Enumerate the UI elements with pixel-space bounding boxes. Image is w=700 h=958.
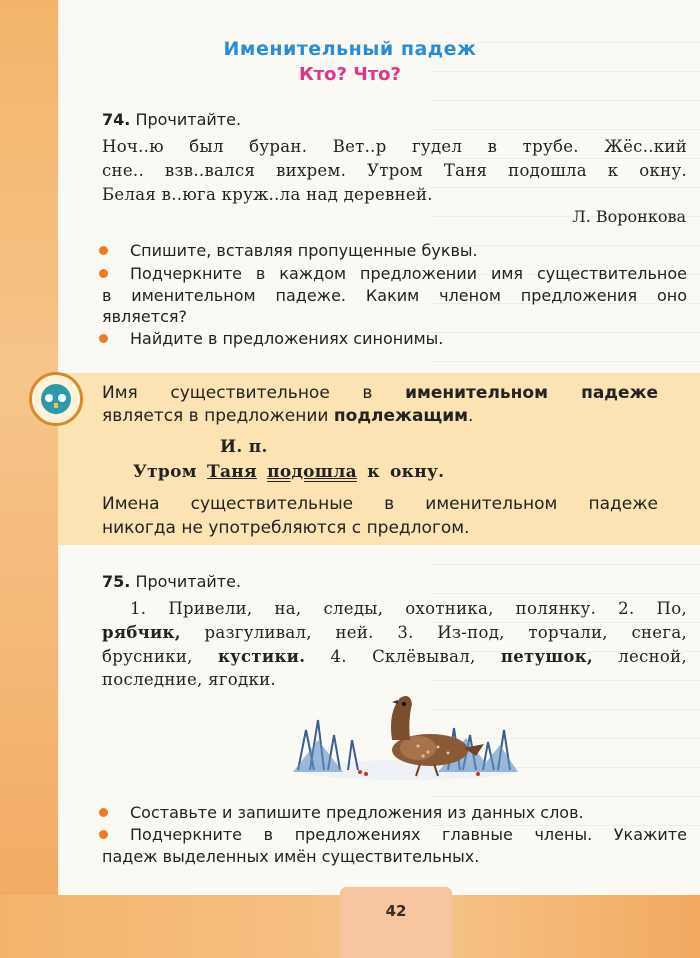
- bold-word: кустики.: [217, 647, 306, 666]
- example-predicate: подошла: [267, 462, 357, 482]
- page-subtitle: Кто? Что?: [298, 64, 401, 85]
- rule-term: именительном падеже: [405, 383, 659, 403]
- exercise-instruction: Прочитайте.: [135, 110, 242, 129]
- exercise-instruction: Прочитайте.: [135, 572, 242, 591]
- task-74-2-line-2: в именительном падеже. Каким членом предложения оно: [102, 286, 687, 305]
- bold-word: рябчик,: [102, 623, 181, 642]
- bullet-icon: [99, 830, 108, 839]
- rule-example: [133, 462, 444, 482]
- task-75-2-line-1: Подчеркните в предложениях главные члены. Укажите: [130, 825, 687, 844]
- rule-line-1: [102, 383, 658, 403]
- bullet-icon: [99, 246, 108, 255]
- exercise-74-author: Л. Воронкова: [572, 207, 686, 226]
- plain-words: лесной,: [618, 647, 687, 666]
- example-subject: Таня: [207, 462, 257, 482]
- rule-term: подлежащим: [333, 406, 469, 426]
- exercise-74-line-1: Ноч..ю был буран. Вет..р гудел в трубе. Жёс..кий: [102, 137, 687, 156]
- exercise-74-line-3: Белая в..юга круж..ла над деревней.: [102, 185, 433, 204]
- grouse-illustration: [288, 690, 518, 782]
- exercise-number: 74.: [102, 110, 131, 129]
- exercise-75-line-4: последние, ягодки.: [102, 670, 276, 689]
- bullet-icon: [99, 334, 108, 343]
- example-word: к окну.: [367, 462, 445, 482]
- exercise-75-line-1: 1. Привели, на, следы, охотника, полянку. 2. По,: [130, 599, 687, 618]
- exercise-75-heading: [102, 572, 241, 591]
- rule-note-1: Имена существительные в именительном падеже: [102, 494, 658, 514]
- plain-words: 4. Склёвывал,: [330, 647, 476, 666]
- task-74-2-line-3: является?: [102, 307, 187, 326]
- page-title: Именительный падеж: [223, 38, 477, 60]
- case-label: И. п.: [220, 437, 268, 457]
- rule-note-2: никогда не употребляются с предлогом.: [102, 518, 470, 538]
- rule-text: Имя существительное в: [102, 383, 373, 403]
- page-number: 42: [385, 902, 407, 920]
- task-74-2-line-1: Подчеркните в каждом предложении имя существительное: [130, 264, 687, 283]
- rule-text: является в предложении: [102, 406, 329, 426]
- bullet-icon: [99, 808, 108, 817]
- plain-words: брусники,: [102, 647, 193, 666]
- task-75-1: Составьте и запишите предложения из данных слов.: [130, 803, 584, 822]
- owl-icon: [29, 372, 83, 426]
- bold-word: петушок,: [500, 647, 593, 666]
- rule-text: .: [468, 406, 474, 426]
- task-75-2-line-2: падеж выделенных имён существительных.: [102, 847, 480, 866]
- task-74-3: Найдите в предложениях синонимы.: [130, 329, 444, 348]
- page-frame-left: [0, 0, 58, 958]
- exercise-74-line-2: сне.. взв..вался вихрем. Утром Таня подошла к окну.: [102, 161, 687, 180]
- plain-words: разгуливал, ней. 3. Из-под, торчали, снега,: [204, 623, 687, 642]
- task-74-1: Спишите, вставляя пропущенные буквы.: [130, 241, 478, 260]
- exercise-75-line-2: [102, 623, 687, 642]
- exercise-number: 75.: [102, 572, 131, 591]
- page-number-tab: [340, 887, 452, 958]
- exercise-74-heading: [102, 110, 241, 129]
- bullet-icon: [99, 269, 108, 278]
- example-word: Утром: [133, 462, 197, 482]
- exercise-75-line-3: [102, 647, 687, 666]
- rule-line-2: [102, 406, 473, 426]
